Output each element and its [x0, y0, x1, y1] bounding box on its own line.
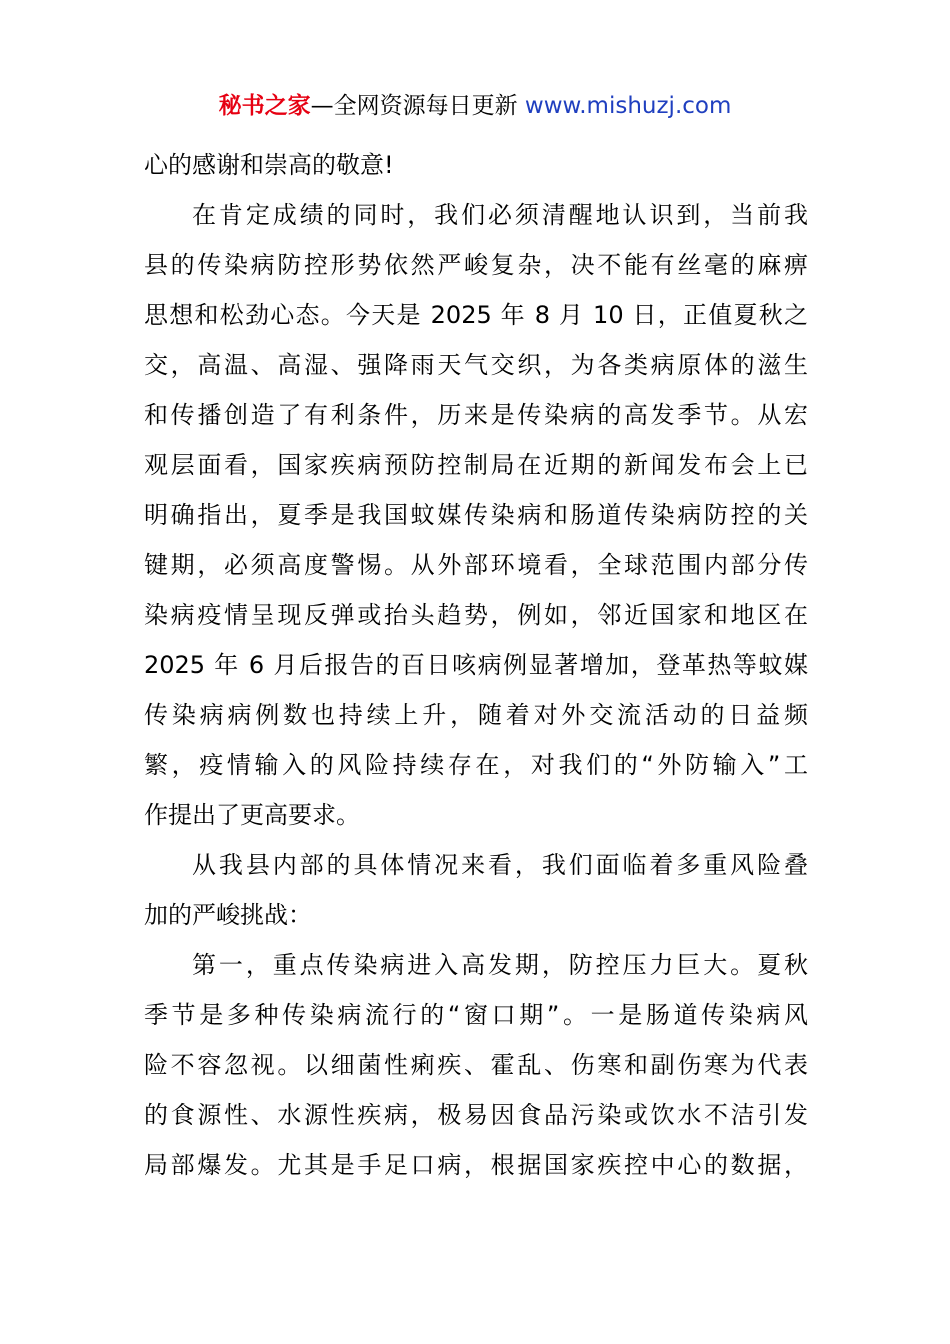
text-line: 观层面看，国家疾病预防控制局在近期的新闻发布会上已 [144, 451, 808, 479]
page-header [0, 86, 950, 126]
text-line: 季节是多种传染病流行的“窗口期”。一是肠道传染病风 [144, 1001, 808, 1029]
paragraph-start-line: 第一，重点传染病进入高发期，防控压力巨大。夏秋 [192, 951, 808, 979]
text-line: 和传播创造了有利条件，历来是传染病的高发季节。从宏 [144, 401, 808, 429]
paragraph-start-line: 从我县内部的具体情况来看，我们面临着多重风险叠 [192, 851, 808, 879]
text-line: 思想和松劲心态。今天是 2025 年 8 月 10 日，正值夏秋之 [144, 301, 808, 329]
site-url[interactable]: www.mishuzj.com [524, 93, 732, 119]
text-line: 的食源性、水源性疾病，极易因食品污染或饮水不洁引发 [144, 1101, 808, 1129]
text-line: 作提出了更高要求。 [144, 801, 360, 829]
text-line: 心的感谢和崇高的敬意! [144, 151, 394, 179]
text-line: 险不容忽视。以细菌性痢疾、霍乱、伤寒和副伤寒为代表 [144, 1051, 808, 1079]
text-line: 交，高温、高湿、强降雨天气交织，为各类病原体的滋生 [144, 351, 808, 379]
text-line: 繁，疫情输入的风险持续存在，对我们的“外防输入”工 [144, 751, 808, 779]
text-line: 2025 年 6 月后报告的百日咳病例显著增加，登革热等蚊媒 [144, 651, 808, 679]
text-line: 染病疫情呈现反弹或抬头趋势，例如，邻近国家和地区在 [144, 601, 808, 629]
brand-name: 秘书之家 [218, 93, 311, 119]
text-line: 键期，必须高度警惕。从外部环境看，全球范围内部分传 [144, 551, 808, 579]
text-line: 传染病病例数也持续上升，随着对外交流活动的日益频 [144, 701, 808, 729]
document-body [144, 140, 808, 1190]
paragraph-start-line: 在肯定成绩的同时，我们必须清醒地认识到，当前我 [192, 201, 808, 229]
text-line: 加的严峻挑战： [144, 901, 312, 929]
text-line: 局部爆发。尤其是手足口病，根据国家疾控中心的数据， [144, 1151, 808, 1179]
text-line: 明确指出，夏季是我国蚊媒传染病和肠道传染病防控的关 [144, 501, 808, 529]
text-line: 县的传染病防控形势依然严峻复杂，决不能有丝毫的麻痹 [144, 251, 808, 279]
header-tagline: —全网资源每日更新 [310, 93, 525, 119]
